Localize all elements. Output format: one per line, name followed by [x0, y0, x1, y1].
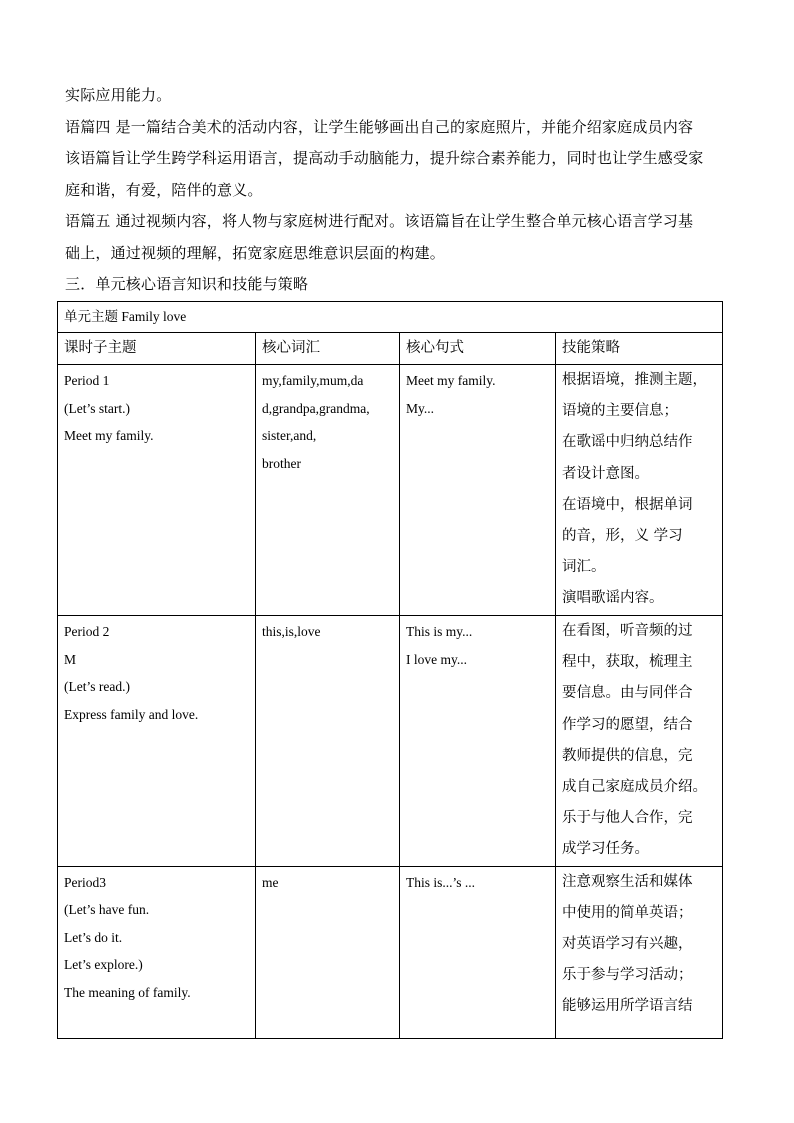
skill-line: 词汇。 [562, 559, 606, 576]
unit-theme-cell: 单元主题 Family love [58, 302, 723, 333]
header-topic: 课时子主题 [58, 333, 256, 365]
skill-line: 成学习任务。 [562, 841, 649, 858]
paragraph-line: 语篇五 通过视频内容，将人物与家庭树进行配对。该语篇旨在让学生整合单元核心语言学习基 [65, 212, 694, 230]
skills-cell [556, 866, 723, 1038]
topic-line: Period 1 [64, 373, 110, 388]
skills-cell [556, 616, 723, 867]
topic-cell [58, 866, 256, 1038]
topic-line: Let’s explore.) [64, 957, 143, 973]
topic-line: (Let’s read.) [64, 679, 130, 695]
vocab-cell [256, 866, 400, 1038]
skill-line: 者设计意图。 [562, 465, 649, 482]
section-heading: 三．单元核心语言知识和技能与策略 [65, 275, 309, 293]
skills-cell [556, 365, 723, 616]
intro-text-block [65, 80, 730, 301]
table-row [58, 866, 723, 1038]
vocab-line: sister,and, [262, 428, 317, 444]
skill-line: 成自己家庭成员介绍。 [562, 779, 707, 796]
topic-line: Period 2 [64, 624, 110, 639]
vocab-cell [256, 616, 400, 867]
skill-line: 注意观察生活和媒体 [562, 873, 693, 890]
sentence-line: My... [406, 400, 435, 416]
vocab-line: my,family,mum,da [262, 373, 364, 388]
header-sentences: 核心句式 [400, 333, 556, 365]
paragraph-line: 庭和谐，有爱，陪伴的意义。 [65, 180, 263, 199]
skill-line: 演唱歌谣内容。 [562, 590, 664, 607]
sentence-line: I love my... [406, 651, 467, 667]
skill-line: 根据语境，推测主题， [562, 372, 707, 388]
skill-line: 乐于参与学习活动； [562, 967, 693, 984]
paragraph-line: 础上，通过视频的理解，拓宽家庭思维意识层面的构建。 [65, 243, 446, 262]
skill-line: 在语境中，根据单词 [562, 496, 693, 513]
topic-line: Express family and love. [64, 706, 199, 722]
sentence-line: This is my... [406, 624, 473, 639]
skill-line: 对英语学习有兴趣， [562, 936, 693, 953]
topic-line: Period3 [64, 874, 106, 890]
sentence-line: This is...’s ... [406, 874, 476, 890]
vocab-line: this,is,love [262, 624, 321, 639]
skill-line: 的音，形，义 学习 [562, 528, 683, 545]
sentence-cell [400, 616, 556, 867]
skill-line: 语境的主要信息； [562, 403, 678, 420]
paragraph-line: 实际应用能力。 [65, 86, 172, 104]
topic-line: (Let’s have fun. [64, 902, 150, 918]
topic-line: The meaning of family. [64, 985, 191, 1000]
skill-line: 程中，获取，梳理主 [562, 654, 693, 671]
topic-line: Meet my family. [64, 428, 154, 444]
skill-line: 乐于与他人合作，完 [562, 810, 693, 827]
vocab-line: brother [262, 455, 301, 471]
skill-line: 能够运用所学语言结 [562, 998, 693, 1015]
skill-line: 在歌谣中归纳总结作 [562, 434, 693, 451]
topic-cell [58, 616, 256, 867]
topic-cell [58, 365, 256, 616]
paragraph-line: 该语篇旨让学生跨学科运用语言，提高动手动脑能力，提升综合素养能力，同时也让学生感受家 [65, 149, 704, 167]
header-skills: 技能策略 [556, 333, 723, 365]
vocab-line: me [262, 874, 279, 890]
sentence-cell [400, 866, 556, 1038]
skill-line: 要信息。由与同伴合 [562, 685, 693, 702]
sentence-cell [400, 365, 556, 616]
skill-line: 中使用的简单英语； [562, 904, 693, 921]
topic-line: (Let’s start.) [64, 400, 130, 416]
table-row [58, 365, 723, 616]
skill-line: 教师提供的信息，完 [562, 747, 693, 764]
vocab-cell [256, 365, 400, 616]
core-language-table [57, 301, 723, 1039]
paragraph-line: 语篇四 是一篇结合美术的活动内容，让学生能够画出自己的家庭照片，并能介绍家庭成员内容 [65, 117, 694, 136]
topic-line: Let’s do it. [64, 929, 123, 945]
vocab-line: d,grandpa,grandma, [262, 400, 370, 416]
table-row [58, 616, 723, 867]
topic-line: M [64, 651, 77, 667]
skill-line: 在看图，听音频的过 [562, 623, 693, 639]
skill-line: 作学习的愿望，结合 [562, 716, 693, 733]
sentence-line: Meet my family. [406, 373, 496, 388]
header-vocabulary: 核心词汇 [256, 333, 400, 365]
